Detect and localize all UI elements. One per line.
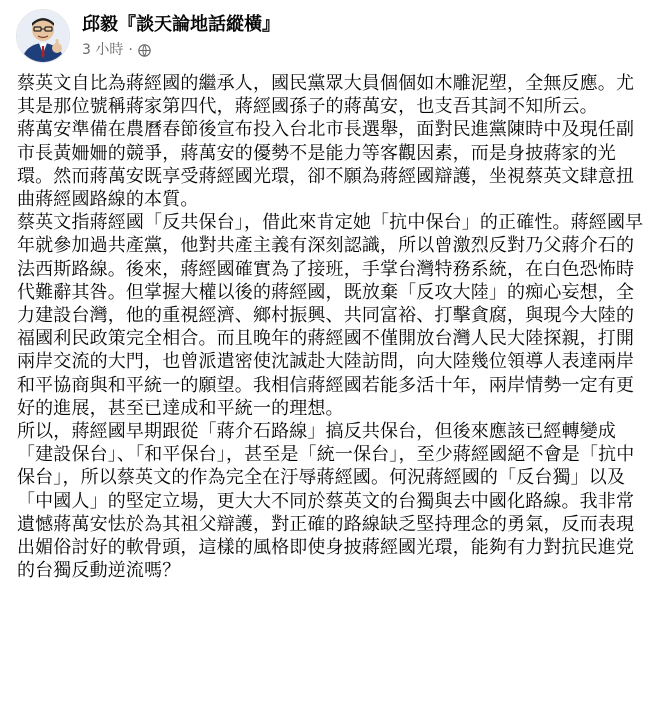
post-header bbox=[16, 8, 280, 64]
avatar-image bbox=[17, 10, 69, 62]
post-paragraph-4: 所以，蔣經國早期跟從「蔣介石路線」搞反共保台，但後來應該已經轉變成「建設保台」、「和平保台」，甚至是「統一保台」，至少蔣經國絕不會是「抗中保台」，所以蔡英文的作為完全在汙辱蔣經國。何況蔣經國的「反台獨」以及「中國人」的堅定立場，更大大不同於蔡英文的台獨與去中國化路線。我非常遺憾蔣萬安怯於為其祖父辯護，對正確的路線缺乏堅持理念的勇氣，反而表現出媚俗討好的軟骨頭，這樣的風格即使身披蔣經國光環，能夠有力對抗民進党的台獨反動逆流嗎？ bbox=[17, 421, 635, 582]
separator-dot: · bbox=[128, 42, 133, 58]
post-meta bbox=[82, 13, 280, 59]
post-paragraph-3: 蔡英文指蔣經國「反共保台」，借此來肯定她「抗中保台」的正確性。蔣經國早年就參加過共產黨，他對共產主義有深刻認識，所以曾激烈反對乃父蔣介石的法西斯路線。後來，蔣經國確實為了接班，手掌台灣特務系統，在白色恐怖時代難辭其咎。但掌握大權以後的蔣經國，既放棄「反攻大陸」的痴心妄想，全力建設台灣，他的重視經濟、鄉村振興、共同富裕、打擊貪腐，與現今大陸的福國利民政策完全相合。而且晚年的蔣經國不僅開放台灣人民大陸探親，打開兩岸交流的大門，也曾派遣密使沈誠赴大陸訪問，向大陸幾位領導人表達兩岸和平協商與和平統一的願望。我相信蔣經國若能多活十年，兩岸情勢一定有更好的進展，甚至已達成和平統一的理想。 bbox=[17, 212, 644, 419]
globe-icon[interactable] bbox=[138, 44, 151, 57]
post-timestamp[interactable]: 3 小時 bbox=[82, 42, 124, 58]
post-paragraph-1: 蔡英文自比為蔣經國的繼承人，國民黨眾大員個個如木雕泥塑，全無反應。尤其是那位號稱蔣家第四代，蔣經國孫子的蔣萬安，也支吾其詞不知所云。 bbox=[17, 73, 635, 118]
author-name[interactable]: 邱毅『談天論地話縱橫』 bbox=[82, 14, 280, 35]
post-paragraph-2: 蔣萬安準備在農曆春節後宣布投入台北市長選舉，面對民進黨陳時中及現任副市長黃姍姍的競爭，蔣萬安的優勢不是能力等客觀因素，而是身披蔣家的光環。然而蔣萬安既享受蔣經國光環，卻不願為蔣經國辯護，坐視蔡英文肆意扭曲蔣經國路線的本質。 bbox=[17, 119, 635, 211]
post-body bbox=[17, 72, 647, 582]
author-avatar[interactable] bbox=[16, 9, 70, 63]
post-subline bbox=[82, 41, 280, 59]
